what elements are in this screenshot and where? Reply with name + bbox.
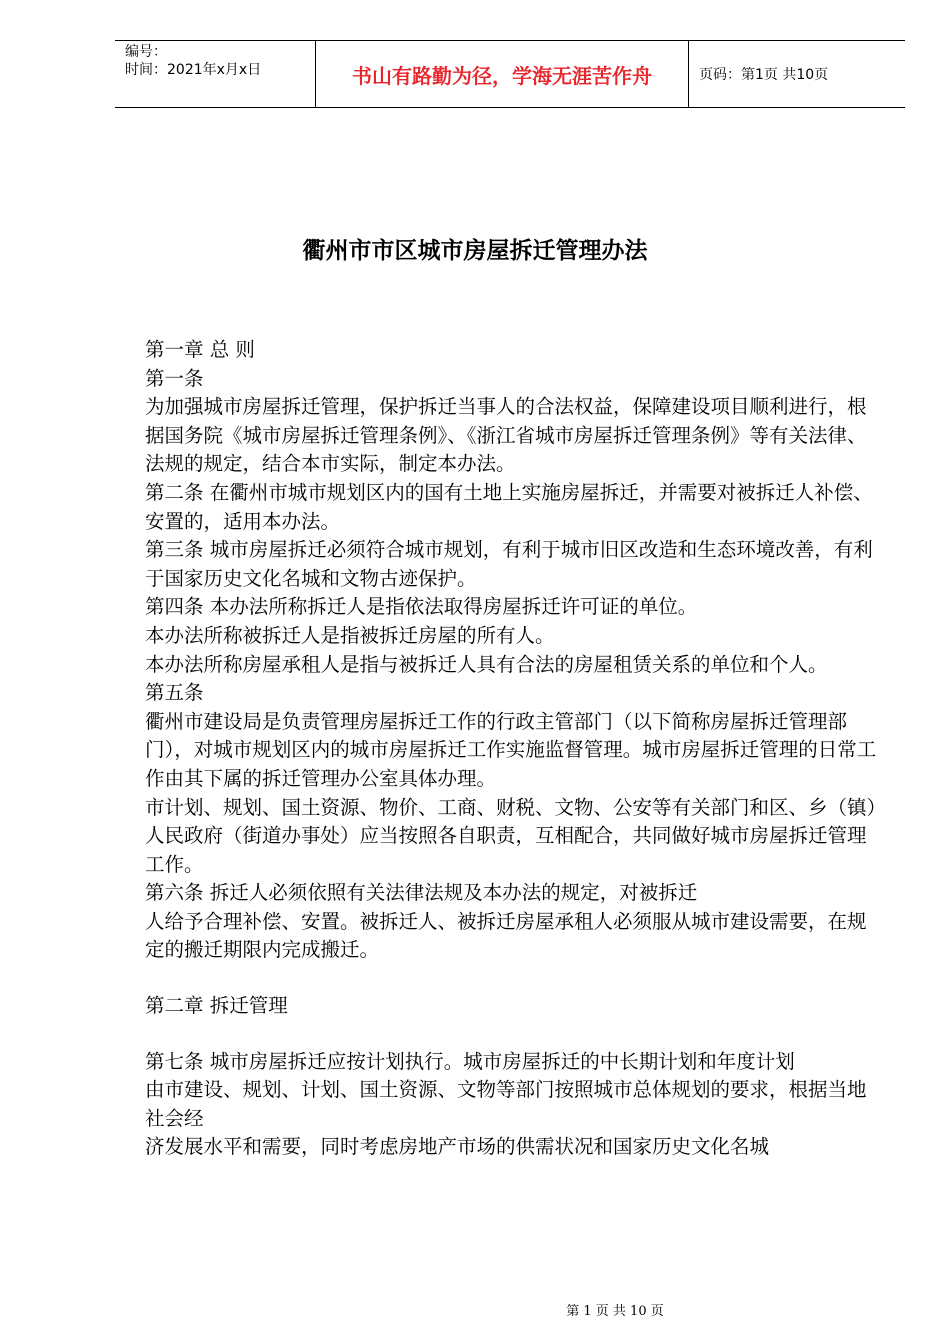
document-title: 衢州市市区城市房屋拆迁管理办法 [302,238,648,264]
article-heading: 第五条 [145,681,204,705]
header-number: 编号： [125,44,167,60]
page-footer: 第 1 页 共 10 页 [566,1304,664,1319]
paragraph: 由市建设、规划、计划、国土资源、文物等部门按照城市总体规划的要求，根据当地社会经 [145,1078,867,1130]
paragraph: 第六条 拆迁人必须依照有关法律法规及本办法的规定，对被拆迁 [145,881,698,905]
paragraph: 济发展水平和需要，同时考虑房地产市场的供需状况和国家历史文化名城 [145,1135,770,1159]
paragraph: 本办法所称房屋承租人是指与被拆迁人具有合法的房屋租赁关系的单位和个人。 [145,652,828,676]
paragraph: 第七条 城市房屋拆迁应按计划执行。城市房屋拆迁的中长期计划和年度计划 [145,1049,795,1073]
header-meta [115,41,316,107]
paragraph: 本办法所称被拆迁人是指被拆迁房屋的所有人。 [145,623,555,647]
paragraph: 第四条 本办法所称拆迁人是指依法取得房屋拆迁许可证的单位。 [145,595,698,619]
header-page-info: 页码：第1页 共10页 [699,67,829,83]
paragraph: 为加强城市房屋拆迁管理，保护拆迁当事人的合法权益，保障建设项目顺利进行，根据国务院《城市房屋拆迁管理条例》、《浙江省城市房屋拆迁管理条例》等有关法律、法规的规定，结合本市实际，制定本办法。 [145,395,867,476]
chapter-heading: 第一章 总 则 [145,338,255,361]
paragraph: 衢州市建设局是负责管理房屋拆迁工作的行政主管部门（以下简称房屋拆迁管理部门），对城市规划区内的城市房屋拆迁工作实施监督管理。城市房屋拆迁管理的日常工作由其下属的拆迁管理办公室具体办理。 [145,709,877,790]
document-body [145,336,880,1162]
article-heading: 第一条 [145,366,204,390]
paragraph: 市计划、规划、国土资源、物价、工商、财税、文物、公安等有关部门和区、乡（镇）人民政府（街道办事处）应当按照各自职责，互相配合，共同做好城市房屋拆迁管理工作。 [145,795,877,876]
paragraph: 人给予合理补偿、安置。被拆迁人、被拆迁房屋承租人必须服从城市建设需要，在规定的搬迁期限内完成搬迁。 [145,909,867,962]
header-time: 时间：2021年x月x日 [125,62,262,78]
paragraph: 第二条 在衢州市城市规划区内的国有土地上实施房屋拆迁，并需要对被拆迁人补偿、安置的，适用本办法。 [145,480,873,533]
paragraph: 第三条 城市房屋拆迁必须符合城市规划，有利于城市旧区改造和生态环境改善，有利于国家历史文化名城和文物古迹保护。 [145,538,873,590]
header-table [115,40,905,108]
chapter-heading: 第二章 拆迁管理 [145,994,288,1018]
header-motto: 书山有路勤为径，学海无涯苦作舟 [316,41,689,107]
